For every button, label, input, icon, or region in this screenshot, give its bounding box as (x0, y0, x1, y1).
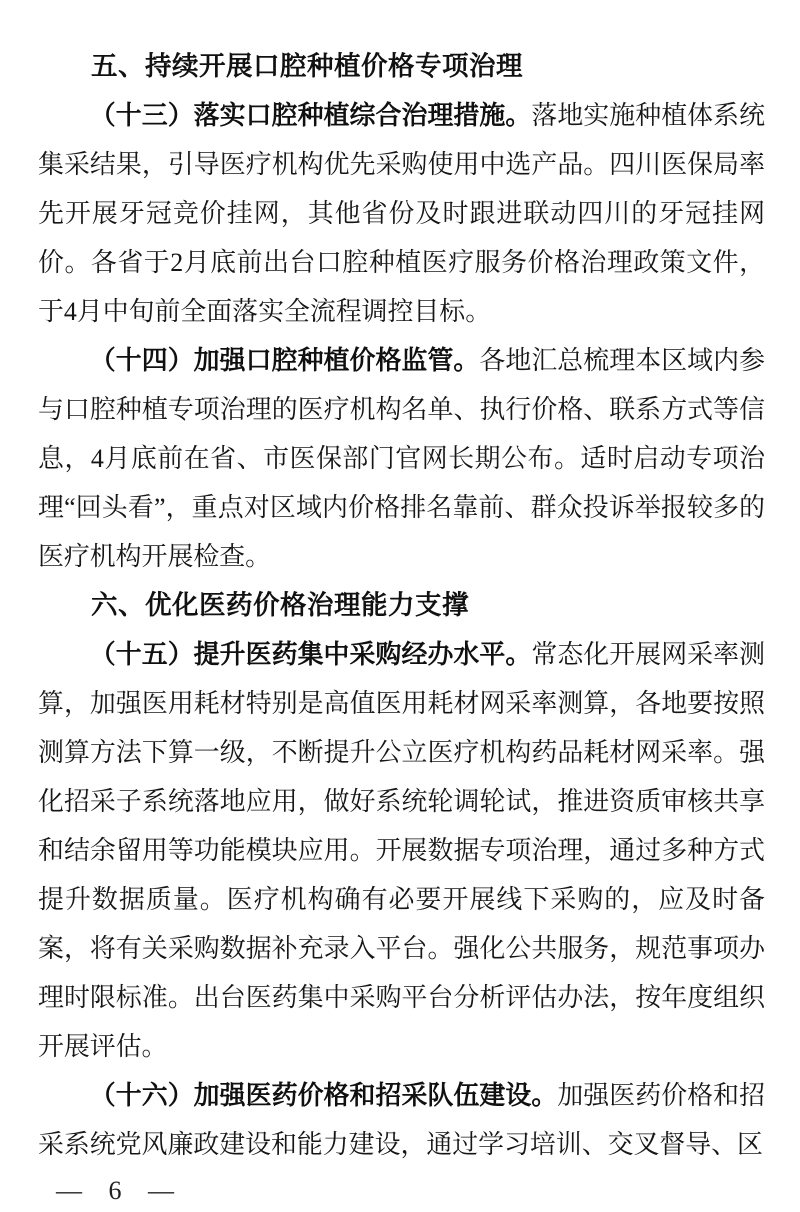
paragraph-14-body: 各地汇总梳理本区域内参与口腔种植专项治理的医疗机构名单、执行价格、联系方式等信息，4月底前在省、市医保部门官网长期公布。适时启动专项治理“回头看”，重点对区域内价格排名靠前、群众投诉举报较多的医疗机构开展检查。 (38, 346, 766, 571)
page-number: — 6 — (56, 1176, 184, 1205)
paragraph-15-body: 常态化开展网采率测算，加强医用耗材特别是高值医用耗材网采率测算，各地要按照测算方法下算一级，不断提升公立医疗机构药品耗材网采率。强化招采子系统落地应用，做好系统轮调轮试，推进资质审核共享和结余留用等功能模块应用。开展数据专项治理，通过多种方式提升数据质量。医疗机构确有必要开展线下采购的，应及时备案，将有关采购数据补充录入平台。强化公共服务，规范事项办理时限标准。出台医药集中采购平台分析评估办法，按年度组织开展评估。 (38, 640, 766, 1061)
paragraph-13-lead: （十三）落实口腔种植综合治理措施。 (89, 101, 532, 130)
section-heading-5: 五、持续开展口腔种植价格专项治理 (91, 51, 523, 81)
paragraph-15 (38, 630, 765, 1071)
paragraph-16 (38, 1071, 765, 1169)
paragraph-16-lead: （十六）加强医药价格和招采队伍建设。 (89, 1081, 558, 1110)
paragraph-14-lead: （十四）加强口腔种植价格监管。 (89, 346, 480, 375)
paragraph-16-body: 加强医药价格和招采系统党风廉政建设和能力建设，通过学习培训、交叉督导、区 (38, 1081, 766, 1159)
document-body (38, 42, 765, 1169)
paragraph-13 (38, 91, 765, 336)
paragraph-14 (38, 336, 765, 581)
section-heading-6: 六、优化医药价格治理能力支撑 (91, 590, 469, 620)
paragraph-15-lead: （十五）提升医药集中采购经办水平。 (89, 640, 532, 669)
paragraph-13-body: 落地实施种植体系统集采结果，引导医疗机构优先采购使用中选产品。四川医保局率先开展牙冠竞价挂网，其他省份及时跟进联动四川的牙冠挂网价。各省于2月底前出台口腔种植医疗服务价格治理政策文件，于4月中旬前全面落实全流程调控目标。 (38, 101, 766, 326)
